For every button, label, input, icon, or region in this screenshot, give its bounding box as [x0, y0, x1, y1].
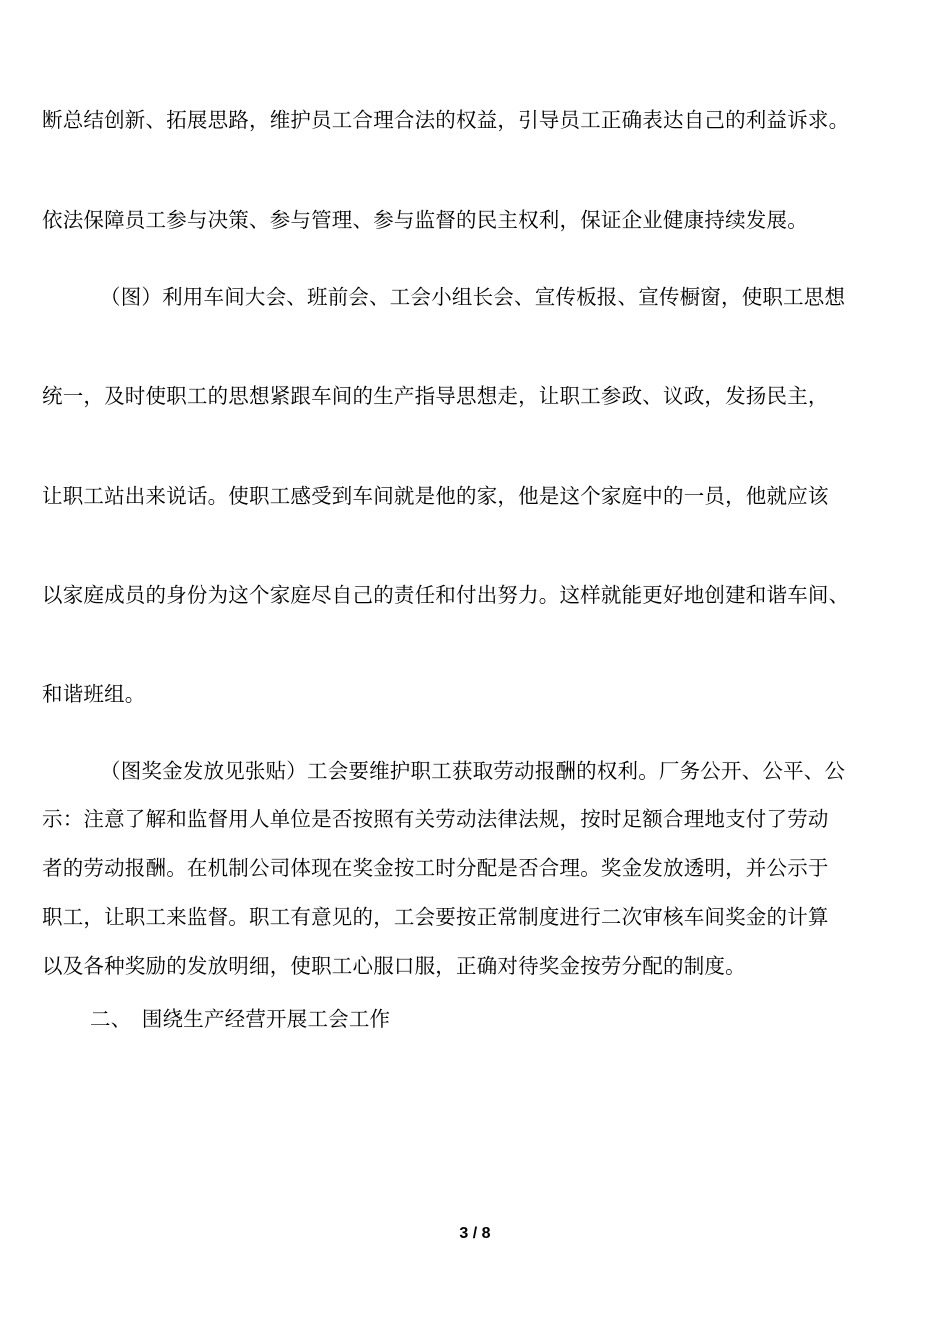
- paragraph-line: 者的劳动报酬。在机制公司体现在奖金按工时分配是否合理。奖金发放透明，并公示于: [42, 856, 829, 880]
- paragraph-line: 和谐班组。: [42, 682, 146, 706]
- paragraph-line: 示：注意了解和监督用人单位是否按照有关劳动法律法规，按时足额合理地支付了劳动: [42, 807, 829, 831]
- paragraph-line: （图）利用车间大会、班前会、工会小组长会、宣传板报、宣传橱窗，使职工思想: [100, 285, 846, 309]
- paragraph-line: 统一，及时使职工的思想紧跟车间的生产指导思想走，让职工参政、议政，发扬民主，: [42, 384, 829, 408]
- paragraph-line: 断总结创新、拓展思路，维护员工合理合法的权益，引导员工正确表达自己的利益诉求。: [42, 108, 850, 132]
- page-number: 3 / 8: [459, 1225, 491, 1242]
- paragraph-line: 以家庭成员的身份为这个家庭尽自己的责任和付出努力。这样就能更好地创建和谐车间、: [42, 583, 850, 607]
- paragraph-line: 让职工站出来说话。使职工感受到车间就是他的家，他是这个家庭中的一员，他就应该: [42, 484, 829, 508]
- paragraph-line: （图奖金发放见张贴）工会要维护职工获取劳动报酬的权利。厂务公开、公平、公: [100, 759, 846, 783]
- paragraph-line: 依法保障员工参与决策、参与管理、参与监督的民主权利，保证企业健康持续发展。: [42, 208, 808, 232]
- section-heading: 二、 围绕生产经营开展工会工作: [90, 1007, 391, 1031]
- paragraph-line: 职工，让职工来监督。职工有意见的，工会要按正常制度进行二次审核车间奖金的计算: [42, 905, 829, 929]
- paragraph-line: 以及各种奖励的发放明细，使职工心服口服，正确对待奖金按劳分配的制度。: [42, 954, 746, 978]
